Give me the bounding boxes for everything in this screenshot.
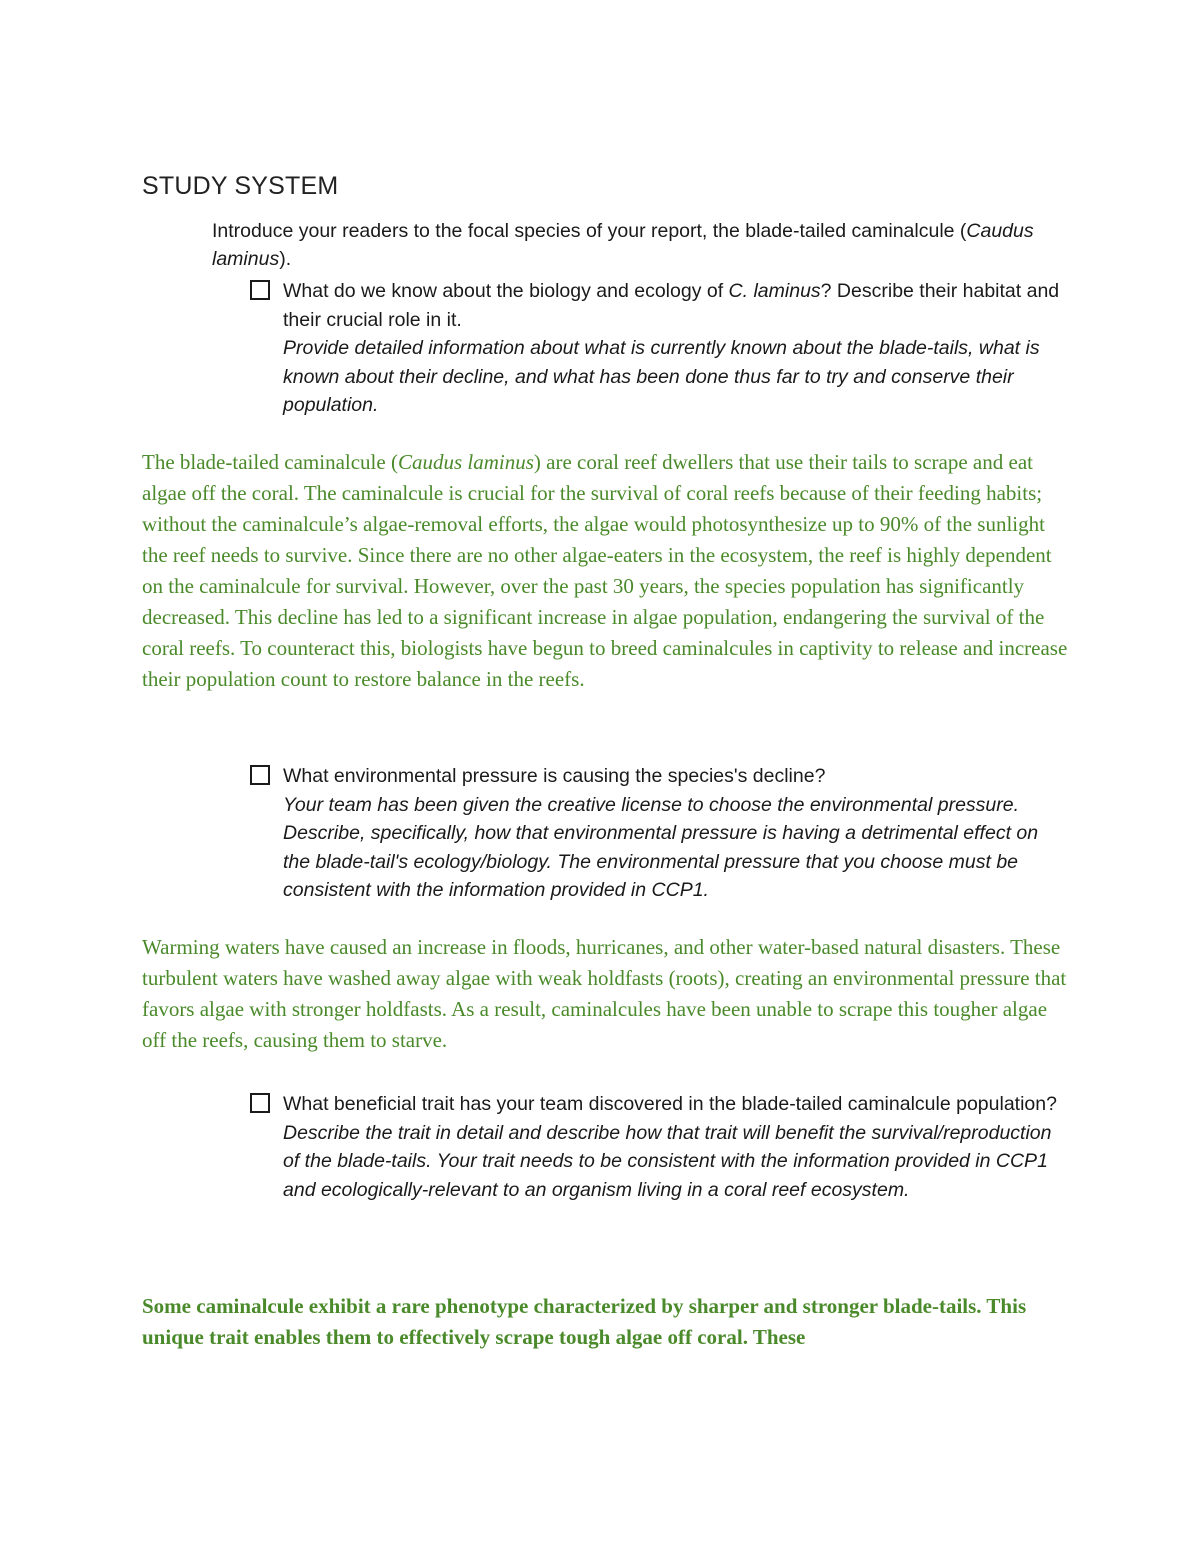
question-biology-ecology: [250, 277, 1062, 420]
answer-beneficial-trait: Some caminalcule exhibit a rare phenotype characterized by sharper and stronger blade-tails. This unique trait enables them to effectively scrape tough algae off coral. These: [142, 1294, 1027, 1349]
question-hint: Provide detailed information about what is currently known about the blade-tails, what is known about their decline, and what has been done thus far to try and conserve their population.: [283, 337, 1040, 416]
section-heading: STUDY SYSTEM: [142, 172, 339, 200]
checkbox[interactable]: [250, 765, 270, 785]
question-hint: Your team has been given the creative license to choose the environmental pressure. Describe, specifically, how that environmental pressure is having a detrimental effect on the blade-tail's ecology/biology. The environmental pressure that you choose must be consistent with the information provided in CCP1.: [283, 793, 1039, 901]
question-species-name: C. laminus: [728, 280, 821, 302]
question-text: What beneficial trait has your team discovered in the blade-tailed caminalcule population? Describe the trait in detail and describe how that trait will benefit the survival/reproduction of the blade-tails. Your trait needs to be consistent with the information provided in CCP1 and ecologically-relevant to an organism living in a coral reef ecosystem.: [283, 1090, 1062, 1204]
question-hint: Describe the trait in detail and describe how that trait will benefit the survival/reproduction of the blade-tails. Your trait needs to be consistent with the information provided in CCP1 and ecologically-relevant to an organism living in a coral reef ecosystem.: [283, 1121, 1052, 1201]
intro-text-end: ).: [279, 248, 292, 270]
section-intro: [212, 217, 1052, 273]
question-beneficial-trait: [250, 1090, 1062, 1204]
question-environmental-pressure: [250, 762, 1062, 905]
answer-environmental-pressure: Warming waters have caused an increase in floods, hurricanes, and other water-based natural disasters. These turbulent waters have washed away algae with weak holdfasts (roots), creating an environmental pressure that favors algae with stronger holdfasts. As a result, caminalcules have been unable to scrape this tougher algae off the reefs, causing them to starve.: [142, 935, 1067, 1052]
checkbox[interactable]: [250, 280, 270, 300]
answer-species-name: Caudus laminus: [397, 450, 534, 474]
intro-species-name: Caudus laminus: [212, 220, 1034, 270]
intro-text: Introduce your readers to the focal species of your report, the blade-tailed caminalcule (: [212, 220, 967, 242]
answer-biology-ecology: The blade-tailed caminalcule (Caudus laminus) are coral reef dwellers that use their tails to scrape and eat algae off the coral. The caminalcule is crucial for the survival of coral reefs because of their feeding habits; without the caminalcule’s algae-removal efforts, the algae would photosynthesize up to 90% of the sunlight the reef needs to survive. Since there are no other algae-eaters in the ecosystem, the reef is highly dependent on the caminalcule for survival. However, over the past 30 years, the species population has significantly decreased. This decline has led to a significant increase in algae population, endangering the survival of the coral reefs. To counteract this, biologists have begun to breed caminalcules in captivity to release and increase their population count to restore balance in the reefs.: [142, 450, 1068, 691]
checkbox[interactable]: [250, 1093, 270, 1113]
question-text: What do we know about the biology and ecology of C. laminus? Describe their habitat and their crucial role in it. Provide detailed information about what is currently known about the blade-tails, what is known about their decline, and what has been done thus far to try and conserve their population.: [283, 277, 1062, 420]
question-text: What environmental pressure is causing the species's decline? Your team has been given the creative license to choose the environmental pressure. Describe, specifically, how that environmental pressure is having a detrimental effect on the blade-tail's ecology/biology. The environmental pressure that you choose must be consistent with the information provided in CCP1.: [283, 762, 1062, 905]
